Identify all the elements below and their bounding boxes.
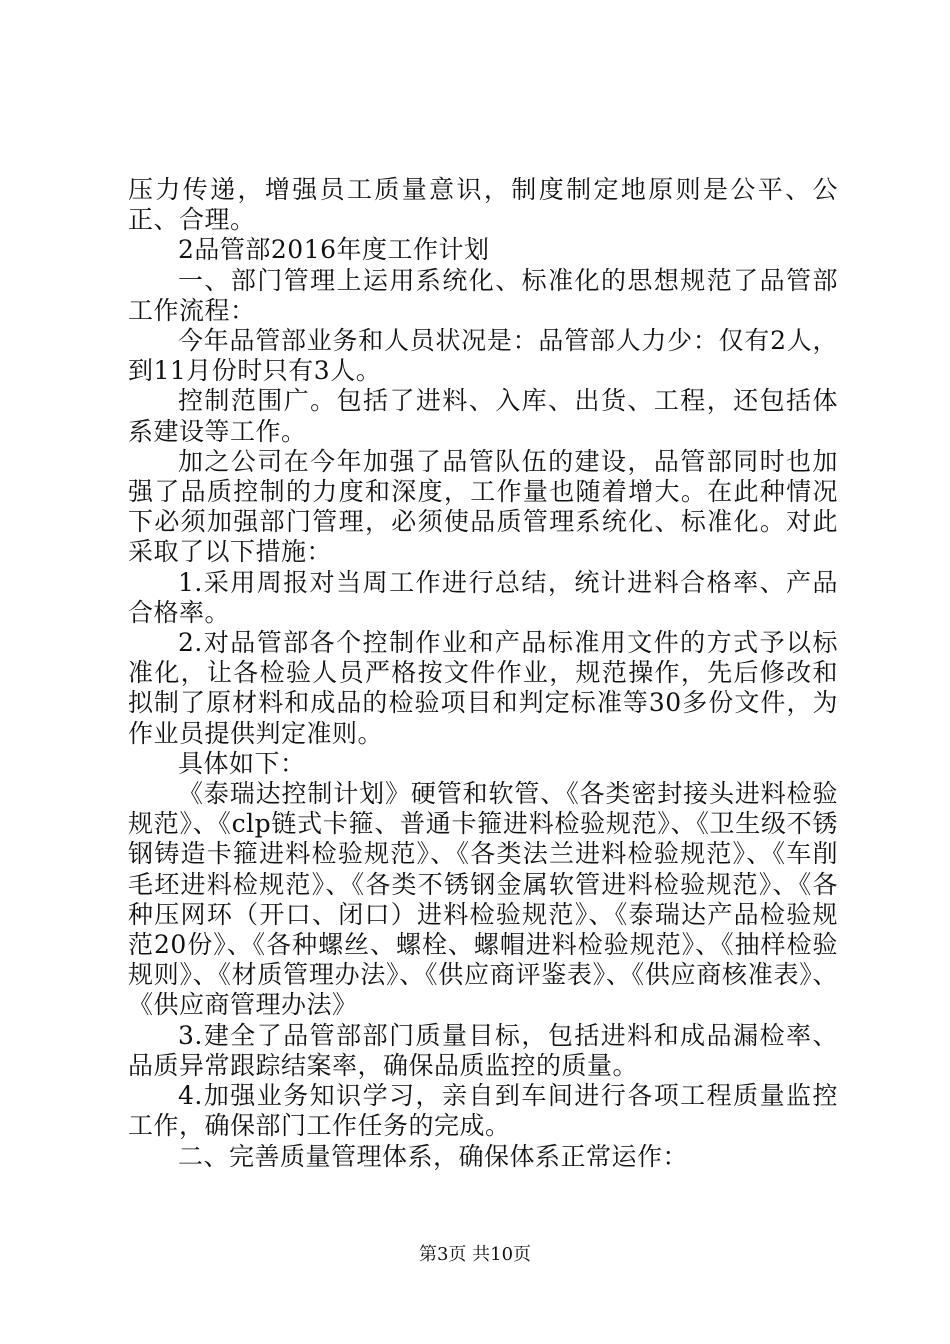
section-heading-quality-system: 二、完善质量管理体系，确保体系正常运作： [178, 1141, 689, 1171]
document-body [128, 175, 838, 1172]
paragraph-measures-intro: 加之公司在今年加强了品管队伍的建设，品管部同时也加强了品质控制的力度和深度，工作量也随着增大。在此种情况下必须加强部门管理，必须使品质管理系统化、标准化。对此采取了以下措施： [128, 446, 838, 567]
list-item-standardization: 2.对品管部各个控制作业和产品标准用文件的方式予以标准化，让各检验人员严格按文件作业，规范操作，先后修改和拟制了原材料和成品的检验项目和判定标准等30多份文件，为作业员提供判定准则。 [128, 628, 838, 748]
paragraph-details-label: 具体如下： [178, 748, 306, 778]
section-heading-plan: 2品管部2016年度工作计划 [178, 235, 490, 265]
paragraph-document-list: 《泰瑞达控制计划》硬管和软管、《各类密封接头进料检验规范》、《clp链式卡箍、普通卡箍进料检验规范》、《卫生级不锈钢铸造卡箍进料检验规范》、《各类法兰进料检验规范》、《车削毛坯进料检规范》、《各类不锈钢金属软管进料检验规范》、《各种压网环（开口、闭口）进料检验规范》、《泰瑞达产品检验规范20份》、《各种螺丝、螺栓、螺帽进料检验规范》、《抽样检验规则》、《材质管理办法》、《供应商评鉴表》、《供应商核准表》、《供应商管理办法》 [128, 779, 838, 1020]
page-footer: 第3页 共10页 [418, 1244, 532, 1265]
list-item-quality-goals: 3.建全了品管部部门质量目标，包括进料和成品漏检率、品质异常跟踪结案率，确保品质监控的质量。 [128, 1020, 838, 1080]
paragraph-continuation: 压力传递，增强员工质量意识，制度制定地原则是公平、公正、合理。 [128, 175, 838, 235]
paragraph-staff-status: 今年品管部业务和人员状况是：品管部人力少：仅有2人，到11月份时只有3人。 [128, 326, 838, 386]
list-item-weekly-report: 1.采用周报对当周工作进行总结，统计进料合格率、产品合格率。 [128, 567, 838, 627]
list-item-knowledge-learning: 4.加强业务知识学习，亲自到车间进行各项工程质量监控工作，确保部门工作任务的完成。 [128, 1081, 838, 1141]
paragraph-control-scope: 控制范围广。包括了进料、入库、出货、工程，还包括体系建设等工作。 [128, 386, 838, 446]
section-heading-dept-management: 一、部门管理上运用系统化、标准化的思想规范了品管部工作流程： [128, 265, 838, 325]
